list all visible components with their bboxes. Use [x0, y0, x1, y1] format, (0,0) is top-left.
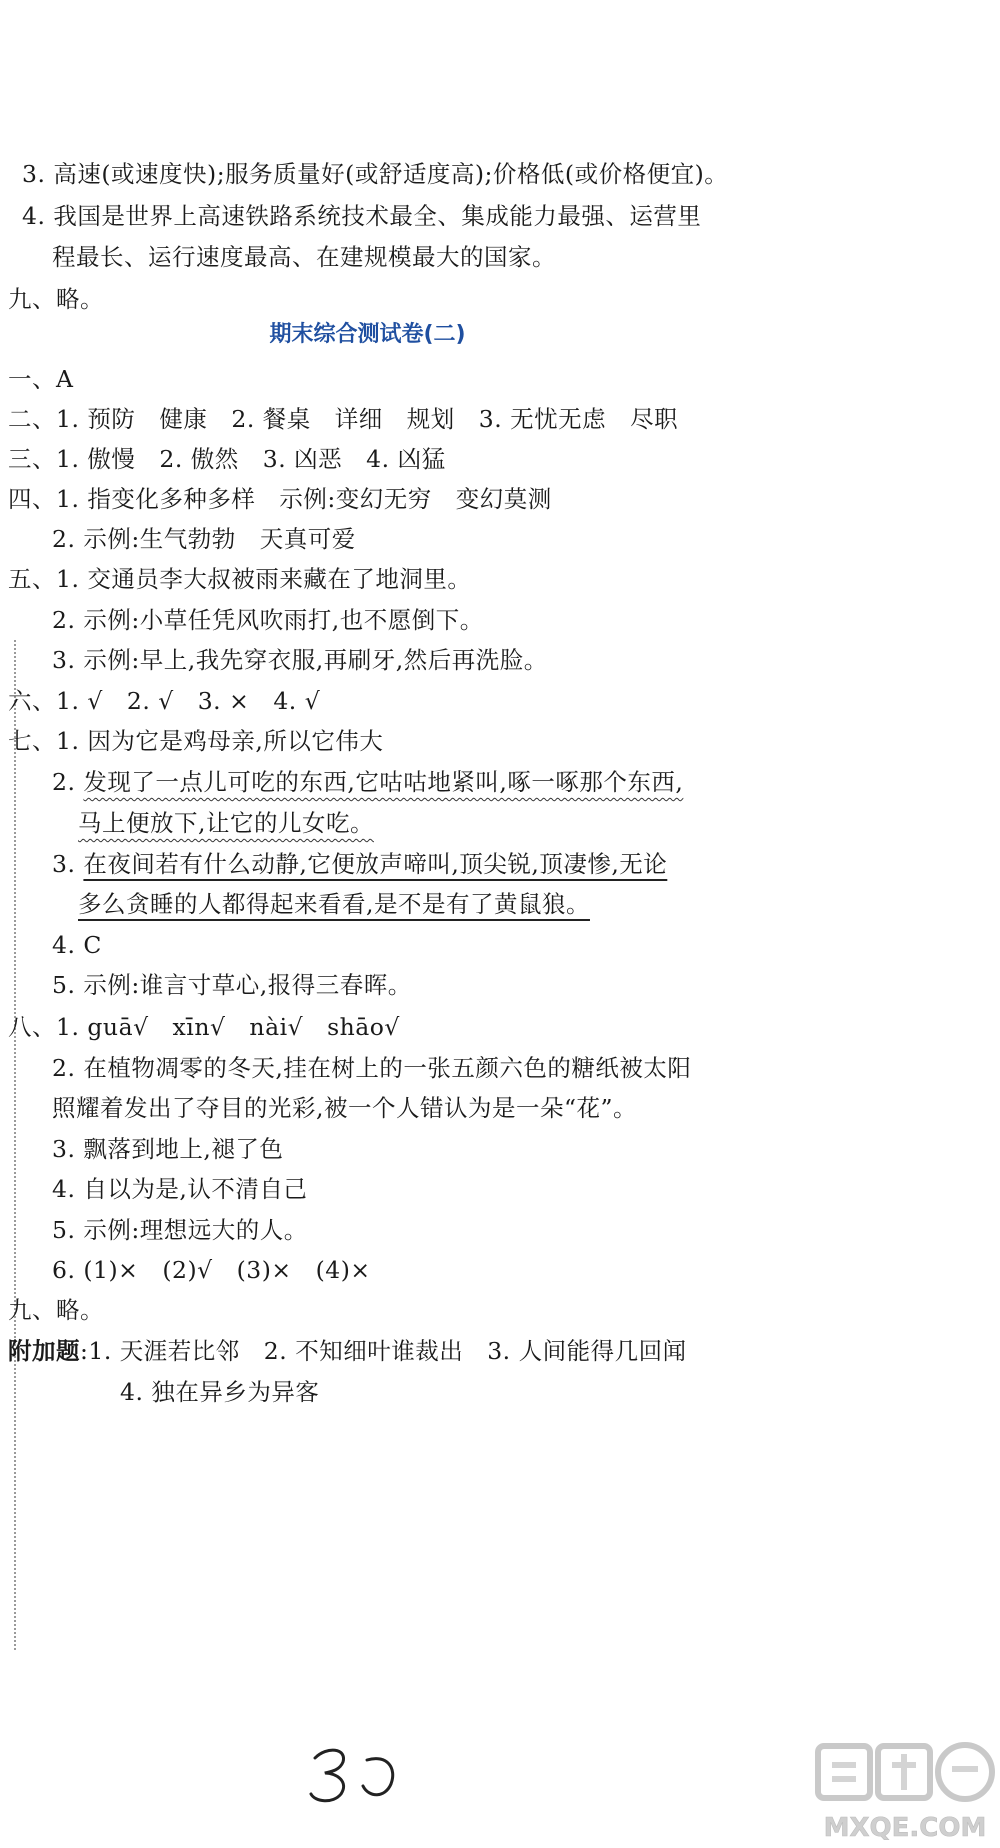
answer-line: 3. 高速(或速度快);服务质量好(或舒适度高);价格低(或价格便宜)。 — [22, 160, 729, 188]
answer-line — [52, 766, 683, 798]
answer-line: 六、1. √ 2. √ 3. × 4. √ — [8, 687, 321, 715]
answer-line: 4. C — [52, 931, 102, 959]
answer-line: 2. 在植物凋零的冬天,挂在树上的一张五颜六色的糖纸被太阳 — [52, 1054, 692, 1082]
answer-line: 三、1. 傲慢 2. 傲然 3. 凶恶 4. 凶猛 — [8, 445, 446, 473]
binding-margin-line — [14, 640, 16, 1650]
answer-line: 九、略。 — [8, 1296, 104, 1324]
answer-line: 七、1. 因为它是鸡母亲,所以它伟大 — [8, 727, 384, 755]
answer-line — [52, 848, 667, 880]
item-number: 2. — [52, 768, 84, 796]
answer-line: 五、1. 交通员李大叔被雨来藏在了地洞里。 — [8, 565, 472, 593]
answer-line: 照耀着发出了夺目的光彩,被一个人错认为是一朵“花”。 — [52, 1094, 637, 1122]
answer-line — [78, 888, 590, 920]
wavy-underlined-quote: 发现了一点儿可吃的东西,它咕咕地紧叫,啄一啄那个东西, — [83, 768, 684, 796]
answer-line: 八、1. guā√ xīn√ nài√ shāo√ — [8, 1013, 400, 1041]
answer-line: 4. 我国是世界上高速铁路系统技术最全、集成能力最强、运营里 — [22, 202, 702, 230]
answer-line: 5. 示例:理想远大的人。 — [52, 1216, 308, 1244]
answer-line — [78, 807, 374, 839]
extra-question-label: 附加题 — [8, 1337, 80, 1365]
answer-line: 4. 自以为是,认不清自己 — [52, 1175, 308, 1203]
watermark-logo — [810, 1738, 1000, 1848]
answer-line: 九、略。 — [8, 285, 104, 313]
handwritten-page-number — [305, 1740, 410, 1810]
extra-answers: :1. 天涯若比邻 2. 不知细叶谁裁出 3. 人间能得几回闻 — [80, 1337, 687, 1365]
answer-line: 5. 示例:谁言寸草心,报得三春晖。 — [52, 971, 412, 999]
answer-line: 3. 示例:早上,我先穿衣服,再刷牙,然后再洗脸。 — [52, 646, 548, 674]
answer-line: 程最长、运行速度最高、在建规模最大的国家。 — [52, 243, 556, 271]
answer-line — [8, 1335, 687, 1367]
answer-line: 二、1. 预防 健康 2. 餐桌 详细 规划 3. 无忧无虑 尽职 — [8, 405, 679, 433]
wavy-underlined-quote: 马上便放下,让它的儿女吃。 — [78, 809, 374, 837]
svg-text:MXQE.COM: MXQE.COM — [823, 1813, 987, 1843]
underlined-quote: 在夜间若有什么动静,它便放声啼叫,顶尖锐,顶凄惨,无论 — [83, 850, 668, 878]
item-number: 3. — [52, 850, 84, 878]
answer-line: 4. 独在异乡为异客 — [120, 1378, 320, 1406]
answer-line: 2. 示例:生气勃勃 天真可爱 — [52, 525, 356, 553]
answer-line: 四、1. 指变化多种多样 示例:变幻无穷 变幻莫测 — [8, 485, 552, 513]
answer-line: 一、A — [8, 365, 74, 393]
answer-line: 3. 飘落到地上,褪了色 — [52, 1135, 284, 1163]
underlined-quote: 多么贪睡的人都得起来看看,是不是有了黄鼠狼。 — [78, 890, 590, 918]
section-title: 期末综合测试卷(二) — [269, 322, 466, 347]
answer-line: 2. 示例:小草任凭风吹雨打,也不愿倒下。 — [52, 606, 484, 634]
answer-line: 6. (1)× (2)√ (3)× (4)× — [52, 1256, 371, 1284]
